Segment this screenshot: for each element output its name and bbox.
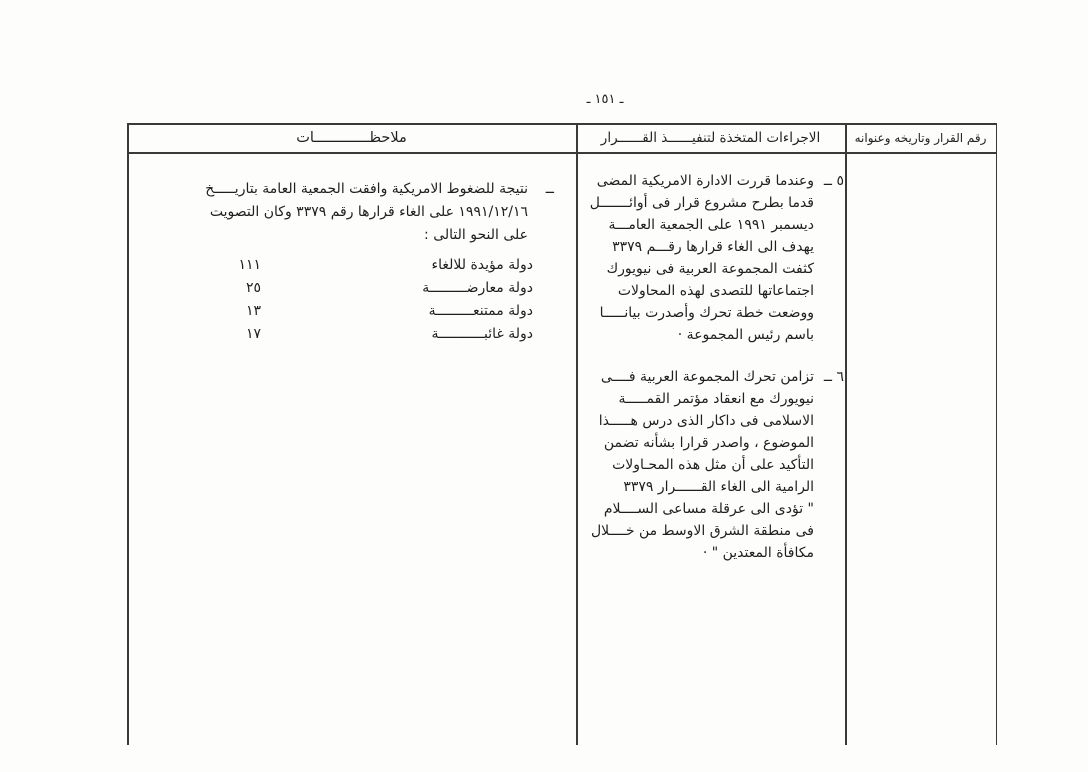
column-header-notes: ملاحظـــــــــــــات: [296, 130, 407, 146]
vote-count: [231, 257, 351, 273]
notes-paragraph: [153, 178, 528, 247]
action-line: تزامن تحرك المجموعة العربية فــــى: [600, 369, 814, 385]
action-line: كثفت المجموعة العربية فى نيويورك: [606, 261, 814, 277]
action-item-5: [576, 170, 844, 346]
vote-label: دولة ممتنعـــــــــة: [428, 302, 533, 319]
action-line: التأكيد على أن مثل هذه المحـاولات: [612, 457, 814, 473]
vote-label: دولة معارضـــــــــة: [422, 279, 533, 296]
vote-label: دولة غائبـــــــــــة: [431, 325, 533, 342]
action-item-6: [576, 366, 844, 564]
action-line: الاسلامى فى داكار الذى درس هـــــذا: [598, 413, 814, 429]
decisions-table: [127, 123, 997, 745]
action-item-5-text: [576, 170, 814, 346]
notes-line: ١٩٩١/١٢/١٦ على الغاء قرارها رقم ٣٣٧٩ وكان التصويت: [209, 204, 528, 220]
table-column-divider-actions-decision: [845, 123, 847, 745]
page-number: ـ ١٥١ ـ: [586, 92, 624, 107]
action-line: ووضعت خطة تحرك وأصدرت بيانـــــا: [599, 305, 814, 321]
action-line: وعندما قررت الادارة الامريكية المضى: [596, 173, 814, 189]
table-right-border: [996, 123, 998, 745]
vote-count: [231, 280, 351, 296]
action-line: ديسمبر ١٩٩١ على الجمعية العامـــة: [608, 217, 814, 233]
vote-label: دولة مؤيدة للالغاء: [431, 256, 533, 273]
action-line: قدما بطرح مشروع قرار فى أوائـــــــل: [589, 195, 814, 211]
notes-line: نتيجة للضغوط الامريكية وافقت الجمعية العامة بتاريـــــخ: [205, 181, 528, 197]
action-line: اجتماعاتها للتصدى لهذه المحاولات: [617, 283, 814, 299]
vote-row: [153, 253, 533, 276]
action-line: باسم رئيس المجموعة ·: [677, 327, 814, 343]
column-header-actions-taken: الاجراءات المتخذة لتنفيــــــذ القــــــرار: [600, 130, 821, 146]
action-line: الموضوع ، واصدر قرارا بشأنه تضمن: [603, 435, 814, 451]
notes-line: على النحو التالى :: [424, 227, 528, 243]
vote-row: [153, 299, 533, 322]
action-line: الرامية الى الغاء القــــــرار ٣٣٧٩: [623, 479, 814, 495]
vote-row: [153, 322, 533, 345]
vote-row: [153, 276, 533, 299]
table-header-divider: [127, 152, 997, 154]
vote-count-value: ١١١: [238, 256, 261, 273]
vote-count-value: ٢٥: [245, 279, 261, 296]
action-line: نيويورك مع انعقاد مؤتمر القمـــــة: [618, 391, 814, 407]
action-line: فى منطقة الشرق الاوسط من خــــلال: [590, 523, 814, 539]
notes-column-content: [153, 178, 554, 247]
actions-column-content: [576, 170, 844, 564]
vote-count-value: ١٣: [245, 302, 261, 319]
vote-tally-list: [153, 253, 533, 345]
action-line: " تؤدى الى عرقلة مساعى الســــلام: [603, 501, 814, 517]
action-line: مكافأة المعتدين " ·: [702, 545, 814, 561]
action-item-6-marker: ٦ ــ: [823, 369, 844, 385]
action-item-5-marker: ٥ ــ: [823, 173, 844, 189]
vote-count: [231, 303, 351, 319]
action-line: يهدف الى الغاء قرارها رقـــم ٣٣٧٩: [612, 239, 814, 255]
vote-count-value: ١٧: [245, 325, 261, 342]
table-left-border: [127, 123, 129, 745]
vote-count: [231, 326, 351, 342]
notes-dash-bullet: ــ: [545, 181, 554, 197]
column-header-decision-number: رقم القرار وتاريخه وعنوانه: [854, 131, 987, 145]
action-item-6-text: [576, 366, 814, 564]
